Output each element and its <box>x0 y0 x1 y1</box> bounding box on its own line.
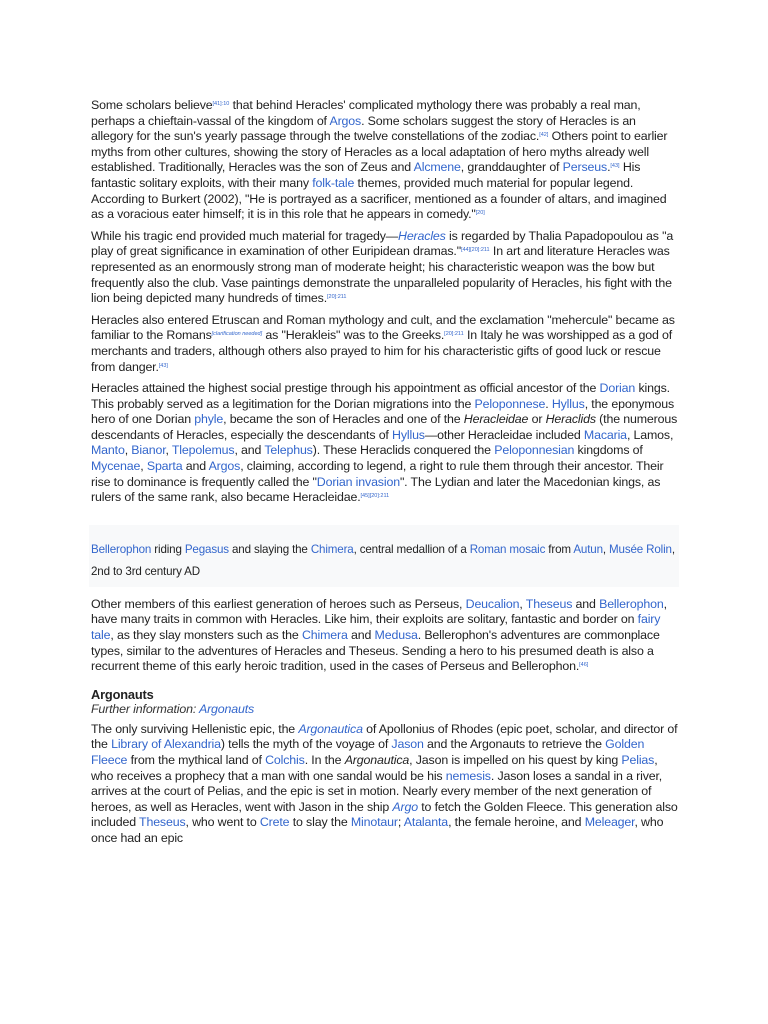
citation[interactable] <box>539 132 548 138</box>
link-perseus[interactable]: Perseus <box>562 160 608 175</box>
text: , the eponymous hero of one Dorian <box>91 396 675 427</box>
text: and the Argonauts to retrieve the <box>423 737 606 752</box>
text: themes, provided much material for popular legend. According to Burkert (2002), "He is portrayed as a sacrificer, mentioned as a founder of altars, and imagined as a voracious eater himself; it is in this role that he appears in comedy." <box>91 175 667 222</box>
citation[interactable] <box>361 493 390 499</box>
link-peloponnesian[interactable]: Peloponnesian <box>494 443 575 458</box>
text: or <box>528 412 546 427</box>
text: , <box>140 459 147 474</box>
link-manto[interactable]: Manto <box>91 443 125 458</box>
text: is regarded by Thalia Papadopoulou as "a play of great significance in examination of other Euripidean dramas." <box>91 228 674 259</box>
link-bellerophon[interactable]: Bellerophon <box>91 542 152 556</box>
citation[interactable] <box>159 363 168 369</box>
paragraph-earliest-heroes <box>91 597 679 675</box>
citation[interactable] <box>610 163 619 169</box>
text: , central medallion of a <box>353 542 470 556</box>
link-hyllus[interactable]: Hyllus <box>551 396 585 411</box>
text: riding <box>151 542 185 556</box>
paragraph-etruscan-roman <box>91 313 679 375</box>
link-theseus[interactable]: Theseus <box>139 815 186 830</box>
text: as "Herakleis" was to the Greeks. <box>262 328 445 343</box>
text: . In the <box>304 753 345 767</box>
further-information <box>91 702 679 717</box>
text: Some scholars believe <box>91 98 213 112</box>
paragraph-heracles-tragedy <box>91 229 679 307</box>
text: . <box>607 160 611 175</box>
link-argos[interactable]: Argos <box>208 459 241 474</box>
clarification-needed-link[interactable]: [clarification needed] <box>211 331 263 338</box>
text: and <box>572 596 600 611</box>
link-bellerophon[interactable]: Bellerophon <box>599 596 664 611</box>
text: and <box>182 459 209 474</box>
text: In Italy he was worshipped as a god of merchants and traders, although others also prayed to him for his characteristic gifts of good luck or rescue from danger. <box>91 328 673 374</box>
text: of Apollonius of Rhodes (epic poet, scholar, and director of the <box>91 721 678 752</box>
link-theseus[interactable]: Theseus <box>525 596 573 611</box>
citation[interactable] <box>444 331 463 337</box>
citation-link[interactable]: [42] <box>539 132 549 139</box>
text: While his tragic end provided much material for tragedy— <box>91 228 399 243</box>
link-colchis[interactable]: Colchis <box>265 753 305 767</box>
citation[interactable] <box>212 331 262 337</box>
text: to slay the <box>289 815 351 830</box>
link-argos[interactable]: Argos <box>329 113 362 128</box>
link-argo[interactable]: Argo <box>392 799 418 814</box>
text: . Jason loses a sandal in a river, arrives at the court of Pelias, and the epic is set in motion. Nearly every member of the next generation of heroes, as well as Heracles, went with Jason in the ship <box>91 768 663 814</box>
further-information-label: Further information: <box>91 701 199 716</box>
link-musee-rolin[interactable]: Musée Rolin <box>609 542 672 556</box>
link-dorian-invasion[interactable]: Dorian invasion <box>316 474 400 489</box>
link-medusa[interactable]: Medusa <box>374 628 418 643</box>
text: and slaying the <box>228 542 311 556</box>
link-nemesis[interactable]: nemesis <box>445 768 491 783</box>
link-folk-tale[interactable]: folk-tale <box>312 175 355 190</box>
link-argonauts[interactable]: Argonauts <box>198 701 255 716</box>
citation[interactable] <box>327 294 346 300</box>
text: ". The Lydian and later the Macedonian kings, as rulers of the same rank, also became Heracleidae. <box>91 474 661 505</box>
link-bianor[interactable]: Bianor <box>131 443 166 458</box>
text: from the mythical land of <box>127 753 266 767</box>
link-alcmene[interactable]: Alcmene <box>413 160 461 175</box>
text: . Bellerophon's adventures are commonplace types, similar to the adventures of Heracles and Theseus. Sending a hero to his presumed death is also a recurrent theme of this early heroic tradition, used in the cases of Perseus and Bellerophon. <box>91 628 660 674</box>
text: kingdoms of <box>574 443 643 458</box>
link-peloponnese[interactable]: Peloponnese <box>474 396 546 411</box>
text: that behind Heracles' complicated mythology there was probably a real man, perhaps a chieftain-vassal of the kingdom of <box>91 98 641 128</box>
citation-link[interactable]: [43] <box>158 362 168 369</box>
link-sparta[interactable]: Sparta <box>146 459 183 474</box>
text: The only surviving Hellenistic epic, the <box>91 721 299 736</box>
link-heracles-play[interactable]: Heracles <box>398 228 446 243</box>
citation[interactable] <box>579 662 588 668</box>
text: (the numerous descendants of Heracles, especially the descendants of <box>91 412 678 442</box>
link-argonautica[interactable]: Argonautica <box>298 721 363 736</box>
text: , <box>602 542 610 556</box>
text: Others point to earlier myths from other cultures, showing the story of Heracles as a local adaptation of hero myths already well established. Traditionally, Heracles was the son of Zeus and <box>91 129 668 175</box>
citation[interactable] <box>461 247 490 253</box>
citation-link[interactable]: [20]:211 <box>327 294 347 301</box>
text: , who receives a prophecy that a man with one sandal would be his <box>91 753 658 783</box>
link-telephus[interactable]: Telephus <box>264 443 313 458</box>
link-chimera[interactable]: Chimera <box>301 628 348 643</box>
link-fairy-tale[interactable]: fairy tale <box>91 612 661 643</box>
link-library-of-alexandria[interactable]: Library of Alexandria <box>111 737 221 752</box>
citation-link[interactable]: [46] <box>579 662 589 669</box>
text: to fetch the Golden Fleece. This generation also included <box>91 799 678 830</box>
text: , as they slay monsters such as the <box>110 628 302 643</box>
citation-link[interactable]: [41]:10 <box>212 101 230 107</box>
italic-heracleidae: Heracleidae <box>463 412 529 427</box>
text: In art and literature Heracles was represented as an enormously strong man of moderate height; his characteristic weapon was the bow but frequently also the club. Vase paintings demonstrate the unparalleled popularity of Heracles, his fight with the lion being depicted many hundreds of times. <box>91 244 672 306</box>
link-chimera[interactable]: Chimera <box>310 542 354 556</box>
link-pelias[interactable]: Pelias <box>621 753 655 767</box>
link-autun[interactable]: Autun <box>573 542 603 556</box>
citation-link[interactable]: [44][20]:211 <box>460 247 490 254</box>
link-mycenae[interactable]: Mycenae <box>91 459 141 474</box>
link-golden-fleece[interactable]: Golden Fleece <box>91 737 645 767</box>
text: . <box>545 396 552 411</box>
link-meleager[interactable]: Meleager <box>584 815 635 830</box>
text: . Some scholars suggest the story of Heracles is an allegory for the sun's yearly passage through the twelve constellations of the zodiac. <box>91 113 636 144</box>
text: , Lamos, <box>626 427 674 442</box>
link-hyllus[interactable]: Hyllus <box>392 427 425 442</box>
text: , <box>165 443 172 458</box>
link-phyle[interactable]: phyle <box>194 412 224 427</box>
section-heading-argonauts: Argonauts <box>91 686 154 702</box>
text: , <box>124 443 132 458</box>
text: , claiming, according to legend, a right to rule them through their ancestor. Their rise to dominance is frequently called the " <box>91 459 664 489</box>
link-roman-mosaic[interactable]: Roman mosaic <box>469 542 546 556</box>
citation[interactable] <box>213 101 230 107</box>
link-jason[interactable]: Jason <box>391 737 424 752</box>
text: —other Heracleidae included <box>424 427 584 442</box>
italic-heraclids: Heraclids <box>545 412 596 427</box>
text: Heracles attained the highest social prestige through his appointment as official ancestor of the <box>91 381 600 396</box>
paragraph-dorian-kings <box>91 381 679 506</box>
link-minotaur[interactable]: Minotaur <box>350 815 398 830</box>
text: and <box>347 628 375 643</box>
article-body <box>91 98 679 847</box>
text: ). These Heraclids conquered the <box>312 443 495 458</box>
citation-link[interactable]: [43] <box>610 163 620 170</box>
image-caption <box>89 525 679 587</box>
text: , granddaughter of <box>460 160 563 175</box>
link-macaria[interactable]: Macaria <box>583 427 627 442</box>
text: , who went to <box>185 815 260 830</box>
text: kings. This probably served as a legitimation for the Dorian migrations into the <box>91 381 670 411</box>
text: , the female heroine, and <box>448 815 585 830</box>
text: , have many traits in common with Heracles. Like him, their exploits are solitary, fantastic and border on <box>91 596 667 627</box>
citation-link[interactable]: [45][20]:211 <box>360 493 390 500</box>
link-crete[interactable]: Crete <box>259 815 290 830</box>
text: , and <box>234 443 265 458</box>
paragraph-argonautica <box>91 722 679 847</box>
paragraph-heracles-origins <box>91 98 679 223</box>
link-tlepolemus[interactable]: Tlepolemus <box>171 443 235 458</box>
text: ; <box>397 815 404 830</box>
text: , who once had an epic <box>91 815 664 845</box>
text: His fantastic solitary exploits, with their many <box>91 160 641 190</box>
link-dorian[interactable]: Dorian <box>599 381 636 396</box>
link-deucalion[interactable]: Deucalion <box>465 596 520 611</box>
citation-link[interactable]: [20]:211 <box>444 331 464 338</box>
text: ) tells the myth of the voyage of <box>220 737 392 752</box>
link-atalanta[interactable]: Atalanta <box>403 815 449 830</box>
text: , 2nd to 3rd century AD <box>91 542 675 578</box>
citation-link[interactable]: [20] <box>475 210 485 217</box>
text: , Jason is impelled on his quest by king <box>409 753 622 767</box>
italic-argonautica: Argonautica <box>344 753 410 767</box>
text: from <box>545 542 574 556</box>
text: Other members of this earliest generation of heroes such as Perseus, <box>91 596 466 611</box>
text: , <box>519 596 526 611</box>
link-pegasus[interactable]: Pegasus <box>184 542 229 556</box>
text: , became the son of Heracles and one of the <box>223 412 464 427</box>
citation[interactable] <box>476 210 485 216</box>
text: Heracles also entered Etruscan and Roman mythology and cult, and the exclamation "mehercule" became as familiar to the Romans <box>91 312 675 343</box>
